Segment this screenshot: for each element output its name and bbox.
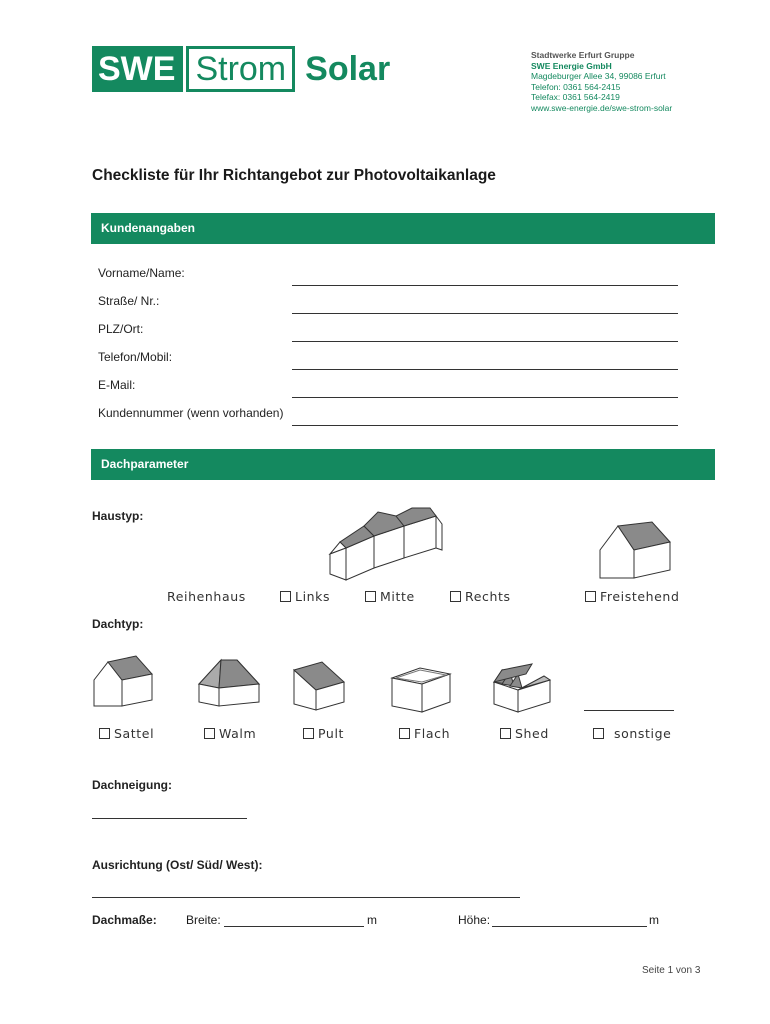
label-name: Vorname/Name: (98, 266, 185, 280)
input-ausrichtung[interactable] (92, 897, 520, 898)
option-flach[interactable]: Flach (399, 726, 450, 741)
input-breite[interactable] (224, 926, 364, 927)
address-group: Stadtwerke Erfurt Gruppe (531, 50, 635, 60)
address-web[interactable]: www.swe-energie.de/swe-strom-solar (531, 102, 673, 113)
option-pult[interactable]: Pult (303, 726, 344, 741)
detached-house-icon (598, 520, 674, 582)
walm-roof-icon (197, 658, 263, 708)
checkbox-rechts[interactable] (450, 591, 461, 602)
label-phone: Telefon/Mobil: (98, 350, 173, 364)
checkbox-mitte[interactable] (365, 591, 376, 602)
label-hoehe: Höhe: (458, 913, 491, 927)
option-links[interactable]: Links (280, 589, 330, 604)
address-street: Magdeburger Allee 34, 99086 Erfurt (531, 71, 666, 81)
input-phone[interactable] (292, 369, 678, 370)
option-rechts[interactable]: Rechts (450, 589, 511, 604)
label-haustyp: Haustyp: (92, 509, 144, 523)
input-dachneigung[interactable] (92, 818, 247, 819)
input-hoehe[interactable] (492, 926, 647, 927)
section-bar-customer: Kundenangaben (91, 213, 715, 244)
row-houses-icon (326, 508, 446, 584)
swe-strom-solar-logo (92, 46, 390, 92)
company-address (531, 50, 672, 113)
option-shed[interactable]: Shed (500, 726, 549, 741)
label-breite: Breite: (186, 913, 221, 927)
logo-strom: Strom (186, 46, 295, 92)
page-title: Checkliste für Ihr Richtangebot zur Photovoltaikanlage (92, 167, 496, 184)
unit-hoehe: m (649, 913, 659, 927)
option-mitte[interactable]: Mitte (365, 589, 415, 604)
label-dachmasse: Dachmaße: (92, 913, 157, 927)
logo-solar: Solar (305, 50, 391, 88)
reihenhaus-label: Reihenhaus (167, 589, 246, 604)
pult-roof-icon (292, 660, 346, 710)
address-fax: Telefax: 0361 564-2419 (531, 92, 620, 102)
section-bar-roof: Dachparameter (91, 449, 715, 480)
label-city: PLZ/Ort: (98, 322, 144, 336)
checkbox-freistehend[interactable] (585, 591, 596, 602)
unit-breite: m (367, 913, 377, 927)
sattel-roof-icon (92, 656, 154, 708)
option-sattel[interactable]: Sattel (99, 726, 154, 741)
input-name[interactable] (292, 285, 678, 286)
label-street: Straße/ Nr.: (98, 294, 160, 308)
flach-roof-icon (390, 664, 454, 714)
input-city[interactable] (292, 341, 678, 342)
label-email: E-Mail: (98, 378, 136, 392)
checkbox-shed[interactable] (500, 728, 511, 739)
checkbox-walm[interactable] (204, 728, 215, 739)
label-dachneigung: Dachneigung: (92, 778, 172, 792)
shed-roof-icon (492, 664, 552, 714)
sonstige-blank-line[interactable] (584, 710, 674, 711)
checkbox-pult[interactable] (303, 728, 314, 739)
label-dachtyp: Dachtyp: (92, 617, 144, 631)
address-company: SWE Energie GmbH (531, 60, 612, 71)
option-walm[interactable]: Walm (204, 726, 256, 741)
input-email[interactable] (292, 397, 678, 398)
option-sonstige[interactable]: sonstige (593, 726, 671, 741)
logo-swe: SWE (92, 46, 183, 92)
checkbox-flach[interactable] (399, 728, 410, 739)
checkbox-links[interactable] (280, 591, 291, 602)
address-phone: Telefon: 0361 564-2415 (531, 81, 621, 92)
input-customer-number[interactable] (292, 425, 678, 426)
checkbox-sattel[interactable] (99, 728, 110, 739)
label-ausrichtung: Ausrichtung (Ost/ Süd/ West): (92, 858, 263, 872)
input-street[interactable] (292, 313, 678, 314)
label-customer-number: Kundennummer (wenn vorhanden) (98, 406, 284, 420)
page-number: Seite 1 von 3 (642, 965, 701, 976)
checkbox-sonstige[interactable] (593, 728, 604, 739)
option-freistehend[interactable]: Freistehend (585, 589, 679, 604)
